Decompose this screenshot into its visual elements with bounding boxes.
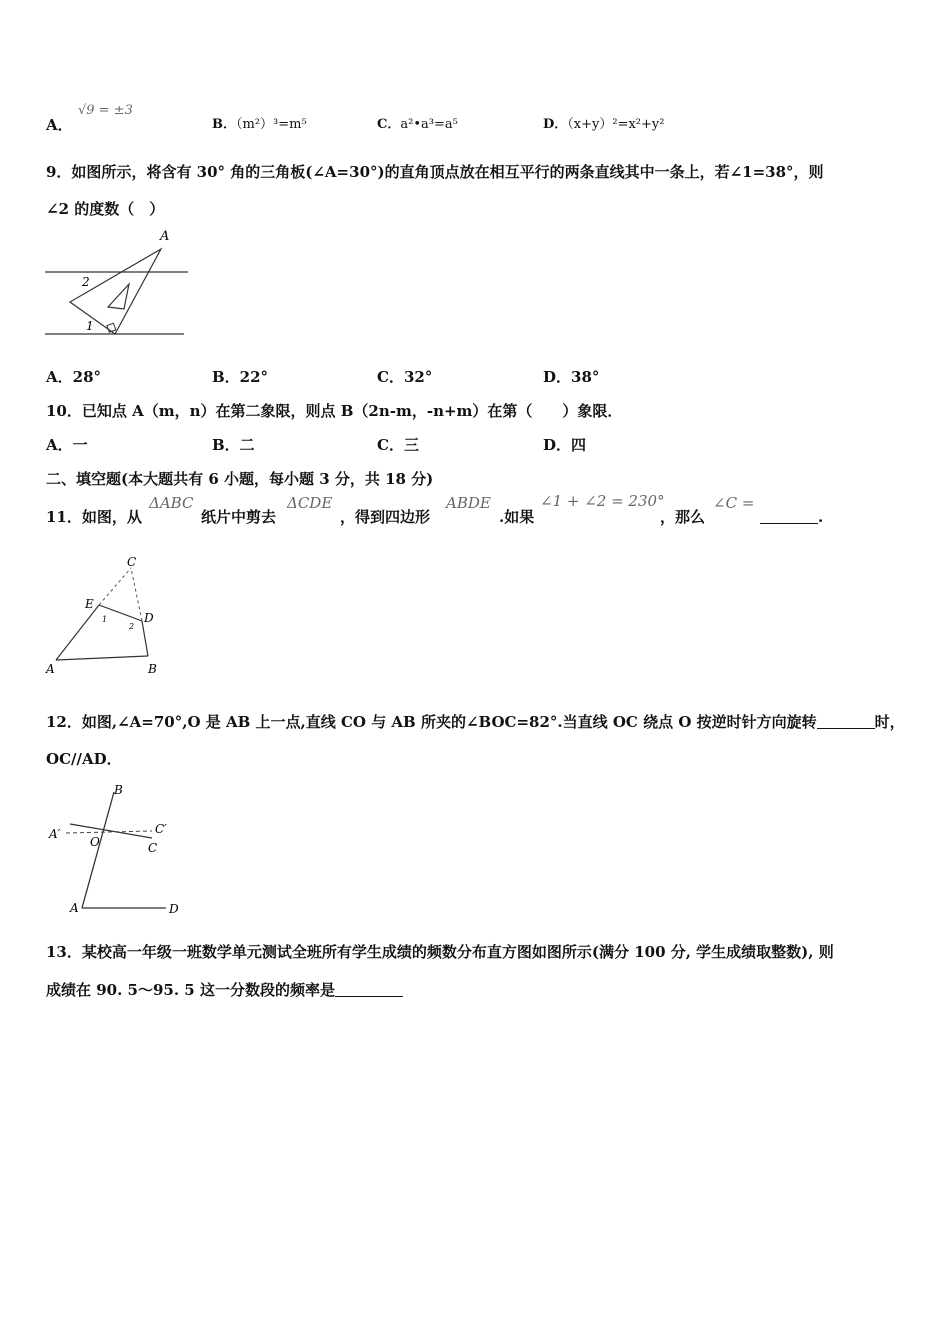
q11-answer-blank[interactable] bbox=[760, 509, 818, 524]
q11-label-b: B bbox=[148, 662, 157, 676]
q9-option-c: C．32° bbox=[377, 368, 433, 386]
q12-label-c-prime: C′ bbox=[155, 822, 167, 836]
q12-label-o: O bbox=[90, 835, 100, 849]
q10-option-a: A．一 bbox=[46, 436, 88, 454]
q8-option-b-label: B． bbox=[212, 117, 236, 132]
q11-text-mid4: ，那么 bbox=[660, 508, 706, 526]
q8-option-d bbox=[543, 115, 664, 135]
q11-angle-c: ∠C = bbox=[713, 494, 755, 512]
q11-label-e: E bbox=[85, 597, 94, 611]
section-fill-in-title: 二、填空题(本大题共有 6 小题，每小题 3 分，共 18 分) bbox=[46, 470, 434, 488]
q10-option-b: B．二 bbox=[212, 436, 255, 454]
q9-option-d: D．38° bbox=[543, 368, 600, 386]
q11-label-d: D bbox=[144, 611, 154, 625]
q11-dashed-ec bbox=[99, 568, 131, 605]
q13-answer-blank[interactable] bbox=[335, 982, 403, 997]
q12-figure bbox=[44, 782, 194, 922]
q11-label-c: C bbox=[127, 555, 137, 569]
q12-label-b: B bbox=[114, 783, 123, 797]
q13-text-line2-prefix: 成绩在 90. 5～95. 5 这一分数段的频率是 bbox=[46, 981, 335, 999]
q11-side-bd bbox=[142, 621, 148, 656]
q8-option-a-label: A． bbox=[46, 116, 73, 134]
q10-option-c: C．三 bbox=[377, 436, 419, 454]
q12-dashed-line-a-prime-c-prime bbox=[66, 831, 152, 833]
q13-text-line2 bbox=[46, 980, 403, 1000]
q12-label-a: A bbox=[70, 901, 79, 915]
q11-figure bbox=[42, 556, 172, 681]
q8-option-c-label: C． bbox=[377, 117, 401, 132]
q11-side-ab bbox=[56, 656, 148, 660]
q8-option-c bbox=[377, 115, 458, 135]
q11-text-mid1: 纸片中剪去 bbox=[201, 508, 277, 526]
q11-label-a: A bbox=[46, 662, 55, 676]
q12-line-ab bbox=[82, 792, 114, 908]
q12-label-c: C bbox=[148, 841, 158, 855]
q11-prefix: 11．如图，从 bbox=[46, 508, 142, 526]
q9-option-b: B．22° bbox=[212, 368, 269, 386]
q10-option-d: D．四 bbox=[543, 436, 587, 454]
q9-text-line2: ∠2 的度数（ ） bbox=[46, 200, 165, 218]
q12-text-line1-b: 时， bbox=[874, 713, 905, 731]
q11-text-mid3: .如果 bbox=[499, 508, 535, 526]
q8-option-b bbox=[212, 115, 307, 135]
q10-text: 10．已知点 A（m，n）在第二象限，则点 B（2n-m，-n+m）在第（ ）象限． bbox=[46, 402, 623, 420]
q12-text-line2: OC//AD． bbox=[46, 750, 122, 768]
q11-triangle-abc: ΔABC bbox=[149, 494, 194, 512]
q11-quadrilateral-abde: ABDE bbox=[446, 494, 491, 512]
q11-side-ae bbox=[56, 605, 99, 660]
q9-figure bbox=[42, 226, 192, 341]
q9-text-line1: 9．如图所示，将含有 30° 角的三角板(∠A=30°)的直角顶点放在相互平行的两条直线其中一条上，若∠1=38°，则 bbox=[46, 163, 824, 181]
q8-option-d-label: D． bbox=[543, 117, 568, 132]
q12-text-line1-a: 12．如图,∠A=70°,O 是 AB 上一点,直线 CO 与 AB 所夹的∠BOC=82°.当直线 OC 绕点 O 按逆时针方向旋转 bbox=[46, 713, 817, 731]
q11-triangle-cde: ΔCDE bbox=[287, 494, 333, 512]
q12-text-line1 bbox=[46, 712, 905, 732]
q13-text-line1: 13．某校高一年级一班数学单元测试全班所有学生成绩的频数分布直方图如图所示(满分 100 分, 学生成绩取整数), 则 bbox=[46, 943, 834, 961]
q11-label-1: 1 bbox=[102, 615, 108, 624]
q8-option-a-expression: √9 = ±3 bbox=[78, 103, 133, 118]
q11-text-mid2: ，得到四边形 bbox=[340, 508, 431, 526]
q8-option-d-expression: （x+y）²=x²+y² bbox=[567, 117, 665, 132]
q9-option-a: A．28° bbox=[46, 368, 102, 386]
q11-dashed-dc bbox=[131, 568, 142, 621]
q11-angle-condition: ∠1 + ∠2 = 230° bbox=[540, 492, 665, 510]
q8-option-c-expression: a²•a³=a⁵ bbox=[400, 117, 458, 132]
q8-option-b-expression: （m²）³=m⁵ bbox=[236, 117, 307, 132]
q12-label-d: D bbox=[169, 902, 179, 916]
q9-label-a: A bbox=[160, 229, 170, 244]
q9-label-2: 2 bbox=[82, 275, 90, 289]
q9-triangle-ruler bbox=[70, 249, 161, 334]
q12-answer-blank[interactable] bbox=[817, 714, 875, 729]
q9-label-1: 1 bbox=[86, 319, 94, 333]
q11-text-end: . bbox=[818, 508, 824, 526]
q9-triangle-ruler-hole bbox=[108, 284, 129, 309]
q11-answer-row bbox=[760, 507, 823, 527]
q11-label-2: 2 bbox=[129, 622, 135, 631]
q12-label-a-prime: A′ bbox=[49, 827, 61, 841]
